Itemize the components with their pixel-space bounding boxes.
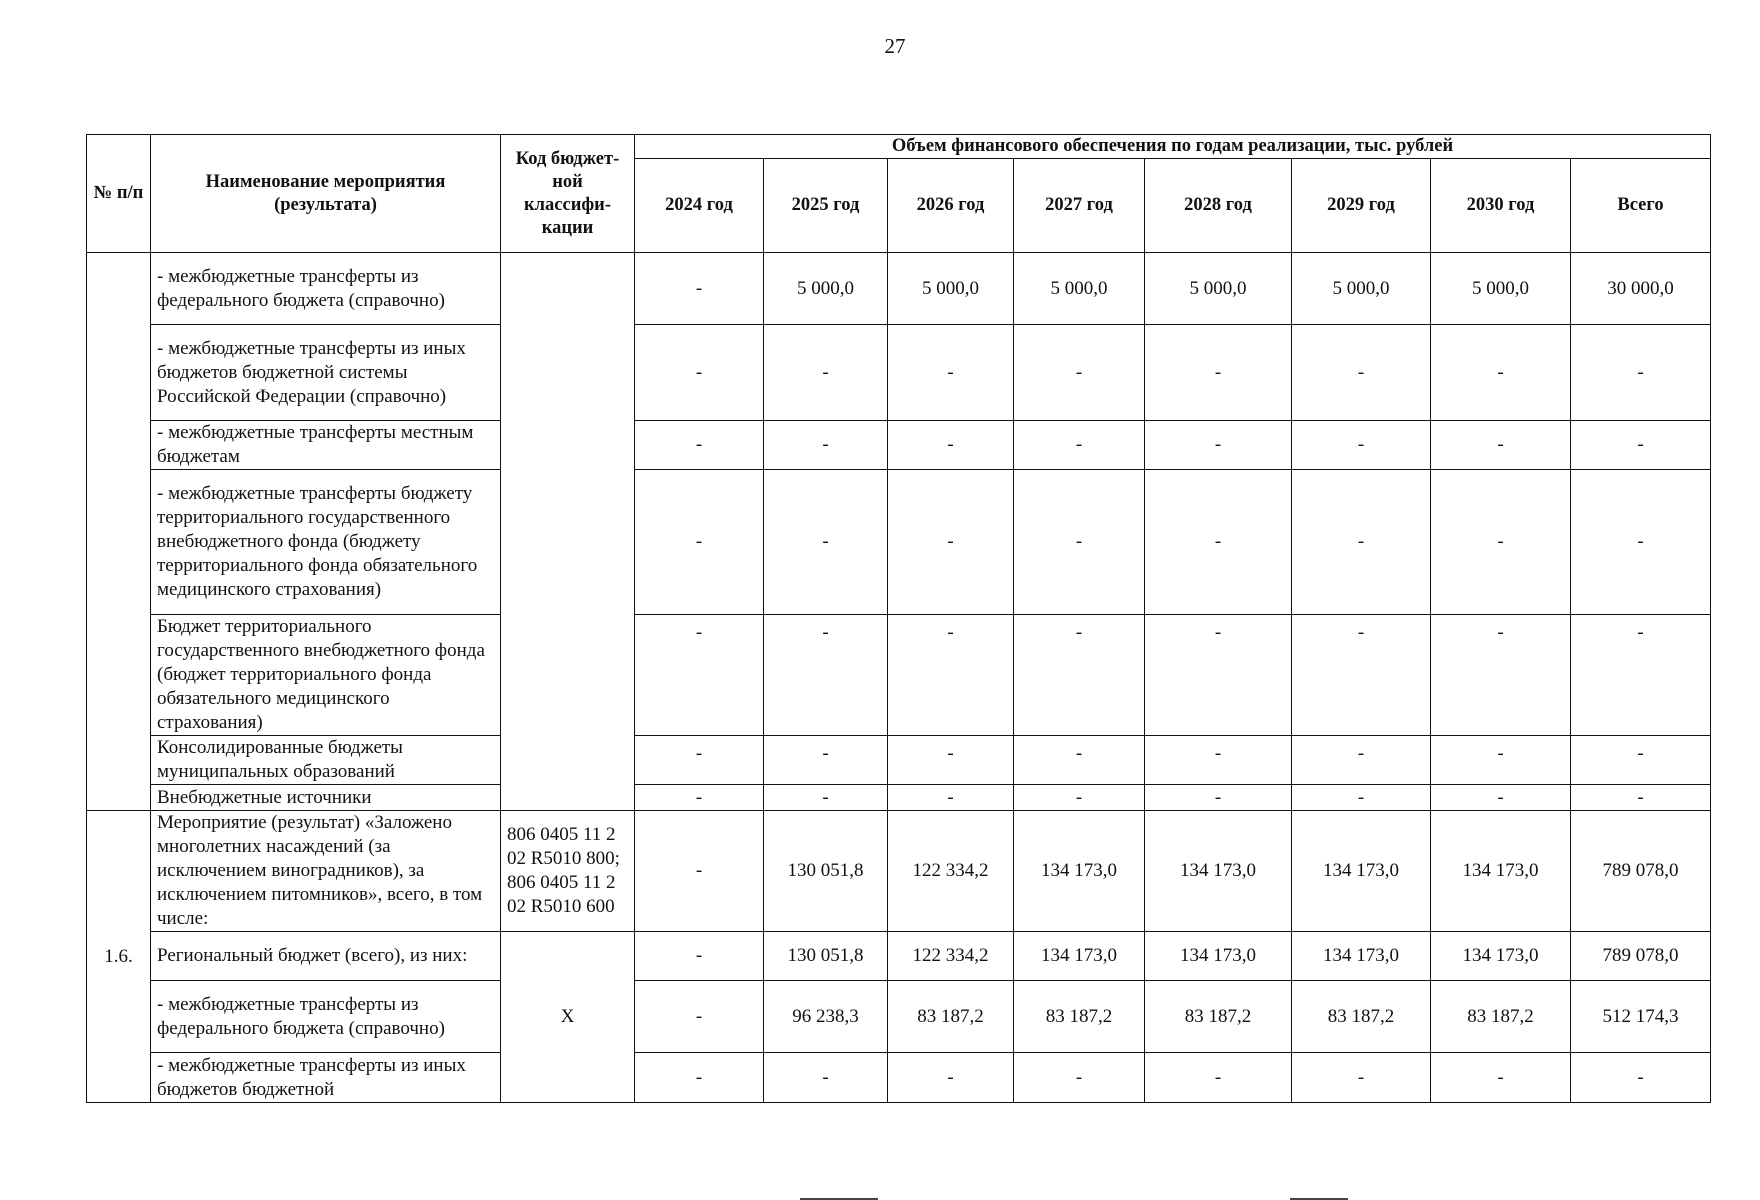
value-cell: 83 187,2: [1431, 981, 1571, 1053]
value-cell: -: [888, 421, 1014, 470]
value-cell: 5 000,0: [1145, 253, 1292, 325]
value-cell: 134 173,0: [1014, 811, 1145, 932]
value-cell: 789 078,0: [1571, 932, 1711, 981]
value-cell: -: [1145, 470, 1292, 615]
row-name: Бюджет территориального государственного внебюджетного фонда (бюджет территориального фонда обязательного медицинского страхования): [151, 615, 501, 736]
budget-code: 806 0405 11 2 02 R5010 800; 806 0405 11 2 02 R5010 600: [501, 811, 635, 932]
value-cell: -: [1014, 1053, 1145, 1103]
value-cell: -: [764, 1053, 888, 1103]
table-row: [87, 932, 1711, 981]
value-cell: 130 051,8: [764, 932, 888, 981]
header-year: 2029 год: [1292, 159, 1431, 253]
value-cell: -: [635, 932, 764, 981]
value-cell: 130 051,8: [764, 811, 888, 932]
value-cell: -: [1292, 421, 1431, 470]
value-cell: -: [1571, 785, 1711, 811]
value-cell: -: [1571, 470, 1711, 615]
header-year: 2024 год: [635, 159, 764, 253]
value-cell: -: [1292, 736, 1431, 785]
header-year: 2026 год: [888, 159, 1014, 253]
value-cell: -: [1145, 615, 1292, 736]
value-cell: -: [1292, 785, 1431, 811]
row-name: Внебюджетные источники: [151, 785, 501, 811]
code-cell: [501, 253, 635, 811]
value-cell: -: [764, 615, 888, 736]
value-cell: 5 000,0: [888, 253, 1014, 325]
value-cell: -: [1571, 1053, 1711, 1103]
value-cell: -: [635, 981, 764, 1053]
row-name: - межбюджетные трансферты местным бюджетам: [151, 421, 501, 470]
value-cell: -: [635, 1053, 764, 1103]
row-index: 1.6.: [87, 811, 151, 1103]
value-cell: -: [1014, 736, 1145, 785]
table-row: [87, 253, 1711, 325]
value-cell: -: [1014, 615, 1145, 736]
value-cell: 5 000,0: [1292, 253, 1431, 325]
value-cell: 5 000,0: [1014, 253, 1145, 325]
value-cell: -: [1292, 470, 1431, 615]
header-year: 2028 год: [1145, 159, 1292, 253]
value-cell: 83 187,2: [888, 981, 1014, 1053]
value-cell: -: [1431, 470, 1571, 615]
table-row: [87, 981, 1711, 1053]
row-name: Консолидированные бюджеты муниципальных образований: [151, 736, 501, 785]
value-cell: 96 238,3: [764, 981, 888, 1053]
value-cell: -: [1292, 1053, 1431, 1103]
row-name: - межбюджетные трансферты из иных бюджетов бюджетной: [151, 1053, 501, 1103]
value-cell: -: [1431, 736, 1571, 785]
value-cell: -: [635, 811, 764, 932]
value-cell: -: [1431, 615, 1571, 736]
value-cell: -: [1145, 785, 1292, 811]
page-number: 27: [884, 34, 906, 58]
value-cell: -: [1292, 325, 1431, 421]
value-cell: -: [888, 470, 1014, 615]
table-row: [87, 615, 1711, 736]
value-cell: 134 173,0: [1145, 811, 1292, 932]
value-cell: -: [1014, 785, 1145, 811]
value-cell: -: [764, 325, 888, 421]
value-cell: 30 000,0: [1571, 253, 1711, 325]
value-cell: -: [1145, 1053, 1292, 1103]
value-cell: -: [1431, 325, 1571, 421]
row-name: Мероприятие (результат) «Заложено многолетних насаждений (за исключением виноградников), за исключением питомников», всего, в том числе:: [151, 811, 501, 932]
header-num: № п/п: [87, 135, 151, 253]
value-cell: 134 173,0: [1014, 932, 1145, 981]
value-cell: -: [635, 736, 764, 785]
header-volume: Объем финансового обеспечения по годам реализации, тыс. рублей: [635, 135, 1711, 159]
index-cell: [87, 253, 151, 811]
value-cell: -: [635, 785, 764, 811]
value-cell: -: [635, 253, 764, 325]
value-cell: -: [1571, 421, 1711, 470]
value-cell: 122 334,2: [888, 932, 1014, 981]
row-name: - межбюджетные трансферты из федерального бюджета (справочно): [151, 981, 501, 1053]
value-cell: 83 187,2: [1014, 981, 1145, 1053]
value-cell: -: [1145, 421, 1292, 470]
value-cell: -: [1014, 325, 1145, 421]
row-name: - межбюджетные трансферты из федерального бюджета (справочно): [151, 253, 501, 325]
value-cell: 5 000,0: [1431, 253, 1571, 325]
value-cell: -: [764, 470, 888, 615]
value-cell: 134 173,0: [1431, 932, 1571, 981]
table-row: [87, 811, 1711, 932]
value-cell: 134 173,0: [1145, 932, 1292, 981]
header-year: 2030 год: [1431, 159, 1571, 253]
value-cell: -: [635, 470, 764, 615]
table-row: [87, 421, 1711, 470]
value-cell: 789 078,0: [1571, 811, 1711, 932]
value-cell: -: [1571, 736, 1711, 785]
value-cell: -: [1431, 785, 1571, 811]
value-cell: -: [888, 325, 1014, 421]
row-name: - межбюджетные трансферты из иных бюджетов бюджетной системы Российской Федерации (справочно): [151, 325, 501, 421]
value-cell: -: [635, 325, 764, 421]
value-cell: -: [1431, 421, 1571, 470]
value-cell: -: [635, 615, 764, 736]
row-name: Региональный бюджет (всего), из них:: [151, 932, 501, 981]
value-cell: -: [1145, 736, 1292, 785]
value-cell: -: [764, 421, 888, 470]
value-cell: 134 173,0: [1292, 811, 1431, 932]
value-cell: -: [888, 1053, 1014, 1103]
table-row: [87, 785, 1711, 811]
value-cell: -: [1292, 615, 1431, 736]
table-row: [87, 736, 1711, 785]
header-year: 2027 год: [1014, 159, 1145, 253]
budget-code: X: [501, 932, 635, 1103]
header-total: Всего: [1571, 159, 1711, 253]
table-row: [87, 1053, 1711, 1103]
financing-table: [86, 134, 1711, 1103]
table-row: [87, 325, 1711, 421]
value-cell: 83 187,2: [1145, 981, 1292, 1053]
header-year: 2025 год: [764, 159, 888, 253]
value-cell: -: [1145, 325, 1292, 421]
value-cell: 5 000,0: [764, 253, 888, 325]
value-cell: -: [1014, 470, 1145, 615]
value-cell: -: [1431, 1053, 1571, 1103]
value-cell: 134 173,0: [1292, 932, 1431, 981]
value-cell: 83 187,2: [1292, 981, 1431, 1053]
value-cell: -: [888, 736, 1014, 785]
value-cell: -: [888, 785, 1014, 811]
row-name: - межбюджетные трансферты бюджету территориального государственного внебюджетного фонда (бюджету территориального фонда обязательного медицинского страхования): [151, 470, 501, 615]
value-cell: -: [764, 785, 888, 811]
value-cell: 512 174,3: [1571, 981, 1711, 1053]
value-cell: -: [888, 615, 1014, 736]
value-cell: 134 173,0: [1431, 811, 1571, 932]
header-name: Наименование мероприятия (результата): [151, 135, 501, 253]
value-cell: -: [1014, 421, 1145, 470]
value-cell: -: [1571, 615, 1711, 736]
header-code: Код бюджет-ной классифи-кации: [501, 135, 635, 253]
value-cell: -: [1571, 325, 1711, 421]
value-cell: -: [635, 421, 764, 470]
table-row: [87, 470, 1711, 615]
value-cell: -: [764, 736, 888, 785]
value-cell: 122 334,2: [888, 811, 1014, 932]
